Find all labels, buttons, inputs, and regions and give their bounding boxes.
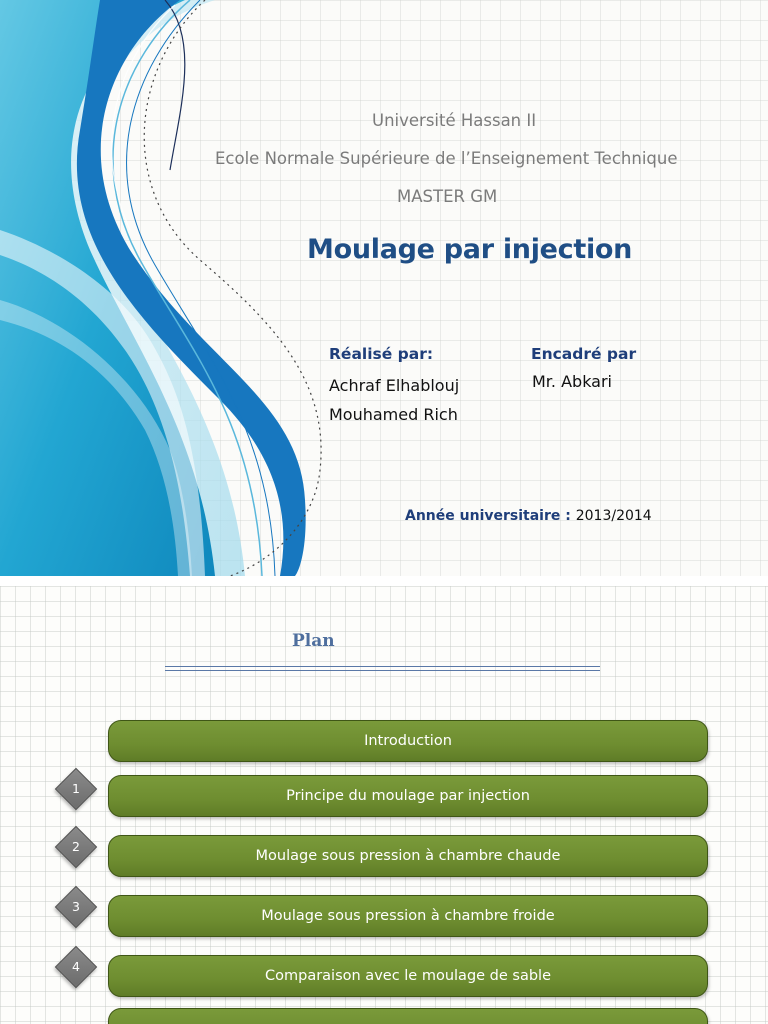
- plan-item[interactable]: Principe du moulage par injection: [108, 775, 708, 817]
- academic-year-value: 2013/2014: [575, 508, 652, 524]
- plan-item[interactable]: Introduction: [108, 720, 708, 762]
- plan-item[interactable]: Comparaison avec le moulage de sable: [108, 955, 708, 997]
- plan-title: Plan: [292, 631, 335, 651]
- number-badge: [55, 886, 97, 928]
- plan-item[interactable]: Moulage sous pression à chambre froide: [108, 895, 708, 937]
- presentation-title: Moulage par injection: [307, 234, 633, 265]
- title-divider: [165, 666, 600, 671]
- academic-year-label: Année universitaire: [405, 508, 561, 524]
- plan-item[interactable]: Moulage sous pression à chambre chaude: [108, 835, 708, 877]
- number-badge-label: 1: [72, 781, 80, 796]
- number-badge-label: 4: [72, 959, 80, 974]
- number-badge-label: 3: [72, 899, 80, 914]
- plan-slide: [0, 586, 768, 1024]
- school-name: Ecole Normale Supérieure de l’Enseignement Technique: [215, 149, 678, 168]
- academic-year-separator: :: [560, 508, 576, 524]
- plan-item-partial[interactable]: [108, 1008, 708, 1024]
- academic-year: [405, 508, 652, 524]
- supervisor-name: Mr. Abkari: [532, 372, 612, 391]
- number-badge-label: 2: [72, 839, 80, 854]
- supervised-by-label: Encadré par: [531, 345, 637, 363]
- number-badge: [55, 768, 97, 810]
- program-name: MASTER GM: [397, 187, 498, 206]
- university-name: Université Hassan II: [372, 111, 537, 130]
- made-by-label: Réalisé par:: [329, 345, 434, 363]
- number-badge: [55, 946, 97, 988]
- number-badge: [55, 826, 97, 868]
- author-name: Mouhamed Rich: [329, 405, 458, 424]
- author-name: Achraf Elhablouj: [329, 376, 460, 395]
